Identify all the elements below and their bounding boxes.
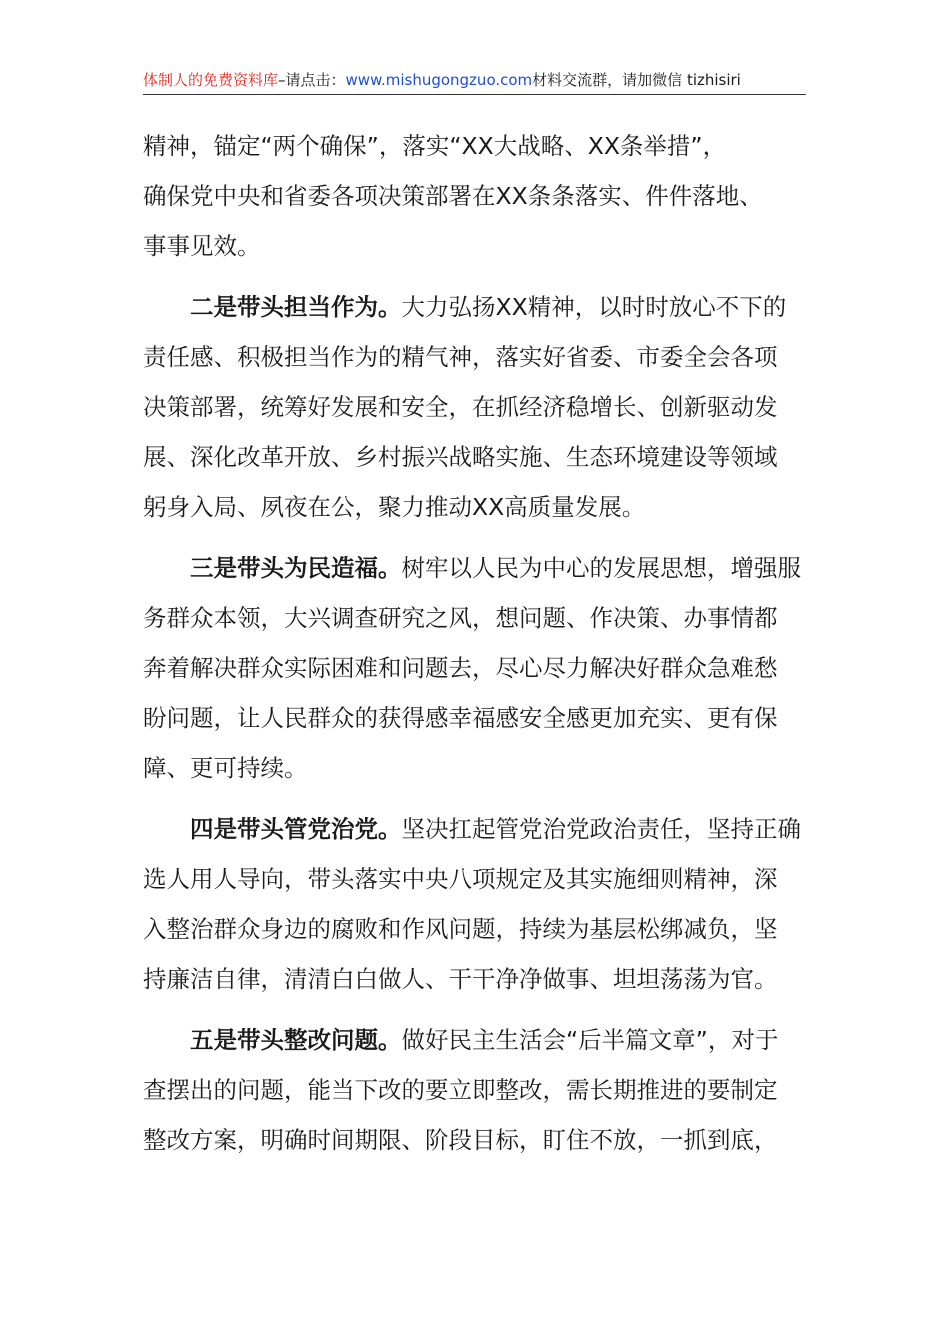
paragraph-lead: 三是带头为民造福。 — [190, 554, 402, 582]
paragraph-lead: 五是带头整改问题。 — [190, 1026, 402, 1054]
paragraph-line: 责任感、积极担当作为的精气神，落实好省委、市委全会各项 — [143, 343, 778, 371]
paragraph-line: 树牢以人民为中心的发展思想，增强服 — [401, 554, 801, 582]
paragraph-line: 展、深化改革开放、乡村振兴战略实施、生态环境建设等领域 — [143, 443, 778, 471]
paragraph-line: 盼问题，让人民群众的获得感幸福感安全感更加充实、更有保 — [143, 704, 778, 732]
header-brand: 体制人的免费资料库 — [143, 71, 279, 89]
paragraph-first-line — [143, 282, 808, 332]
paragraph-lead: 二是带头担当作为。 — [190, 293, 402, 321]
paragraph-line: 务群众本领，大兴调查研究之风，想问题、作决策、办事情都 — [143, 604, 778, 632]
document-body — [143, 121, 808, 1176]
paragraph-line: 选人用人导向，带头落实中央八项规定及其实施细则精神，深 — [143, 865, 778, 893]
paragraph-line: 决策部署，统筹好发展和安全，在抓经济稳增长、创新驱动发 — [143, 393, 778, 421]
header-prompt: –请点击： — [278, 71, 346, 89]
paragraph-first-line — [143, 804, 808, 854]
header-tail: 材料交流群，请加微信 tizhisiri — [532, 71, 741, 89]
paragraph-3 — [143, 543, 808, 793]
paragraph-2 — [143, 282, 808, 532]
paragraph-line: 整改方案，明确时间期限、阶段目标，盯住不放，一抓到底， — [143, 1126, 778, 1154]
paragraph-lead: 四是带头管党治党。 — [190, 815, 402, 843]
page-header — [143, 68, 806, 95]
paragraph-line: 持廉洁自律，清清白白做人、干干净净做事、坦坦荡荡为官。 — [143, 965, 778, 993]
paragraph-line: 奔着解决群众实际困难和问题去，尽心尽力解决好群众急难愁 — [143, 654, 778, 682]
paragraph-first-line — [143, 543, 808, 593]
paragraph-line: 精神，锚定“两个确保”，落实“XX大战略、XX条举措”， — [143, 132, 727, 160]
paragraph-4 — [143, 804, 808, 1004]
paragraph-line: 障、更可持续。 — [143, 754, 308, 782]
paragraph-line: 坚决扛起管党治党政治责任，坚持正确 — [401, 815, 801, 843]
paragraph-line: 确保党中央和省委各项决策部署在XX条条落实、件件落地、 — [143, 182, 763, 210]
paragraph-line: 做好民主生活会“后半篇文章”，对于 — [401, 1026, 779, 1054]
paragraph-line: 大力弘扬XX精神，以时时放心不下的 — [401, 293, 787, 321]
paragraph-line: 躬身入局、夙夜在公，聚力推动XX高质量发展。 — [143, 493, 646, 521]
paragraph-line: 事事见效。 — [143, 232, 261, 260]
paragraph-line: 查摆出的问题，能当下改的要立即整改，需长期推进的要制定 — [143, 1076, 778, 1104]
paragraph-5 — [143, 1015, 808, 1165]
header-url-link[interactable]: www.mishugongzuo.com — [345, 71, 533, 89]
paragraph-continuation — [143, 121, 808, 271]
paragraph-line: 入整治群众身边的腐败和作风问题，持续为基层松绑减负，坚 — [143, 915, 778, 943]
paragraph-first-line — [143, 1015, 808, 1065]
